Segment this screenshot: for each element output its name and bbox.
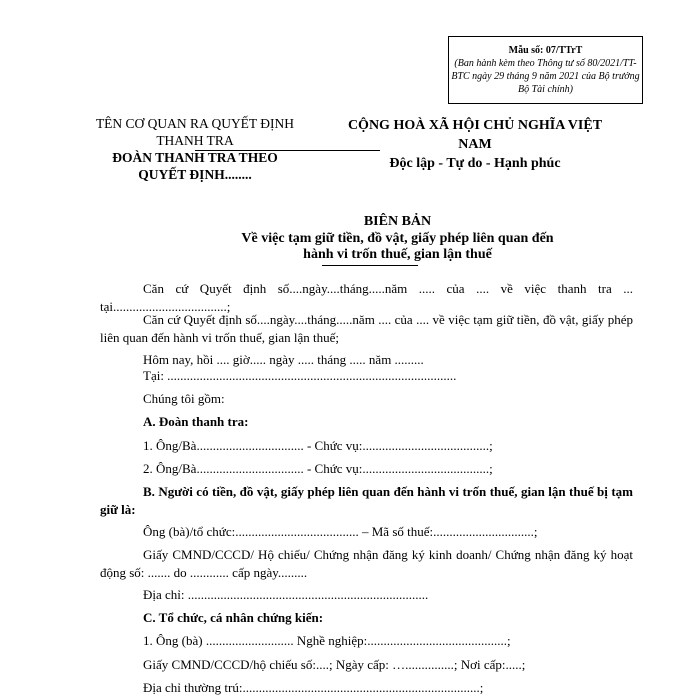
inspector-1-line: 1. Ông/Bà................................. - Chức vụ:.......................................;: [143, 438, 493, 453]
inspector-2-line: 2. Ông/Bà................................. - Chức vụ:.......................................;: [143, 461, 493, 476]
section-c-heading: C. Tổ chức, cá nhân chứng kiến:: [143, 610, 324, 625]
title-sub-2: hành vi trốn thuế, gian lận thuế: [303, 247, 492, 262]
witness-id-line: Giấy CMND/CCCD/hộ chiếu số:....; Ngày cấp: …...............; Nơi cấp:.....;: [143, 657, 526, 672]
form-code-box: [448, 36, 643, 104]
section-b-heading: B. Người có tiền, đồ vật, giấy phép liên quan đến hành vi trốn thuế, gian lận thuế bị tạm giữ là:: [100, 484, 633, 517]
nation-name: CỘNG HOÀ XÃ HỘI CHỦ NGHĨA VIỆT NAM: [347, 118, 603, 152]
location-line: Tại: .........................................................................................: [143, 368, 457, 383]
title-main: BIÊN BẢN: [363, 214, 432, 229]
issuing-agency: [95, 115, 295, 183]
national-header: [330, 116, 620, 173]
date-time-line: Hôm nay, hồi .... giờ..... ngày ..... tháng ..... năm .........: [143, 352, 424, 367]
inspection-team: ĐOÀN THANH TRA THEO QUYẾT ĐỊNH........: [112, 150, 278, 182]
holder-id-paragraph: Giấy CMND/CCCD/ Hộ chiếu/ Chứng nhận đăng ký kinh doanh/ Chứng nhận đăng ký hoạt động số: ....... do ............ cấp ngày.........: [100, 547, 633, 580]
agency-name: TÊN CƠ QUAN RA QUYẾT ĐỊNH THANH TRA: [95, 116, 295, 148]
witness-address-line: Địa chỉ thường trú:.........................................................................;: [143, 680, 484, 695]
nation-motto: Độc lập - Tự do - Hạnh phúc: [389, 156, 561, 171]
document-title: [100, 214, 695, 264]
title-underline: [322, 265, 418, 266]
holder-name-line: Ông (bà)/tổ chức:...................................... – Mã số thuế:...............................;: [143, 524, 538, 539]
section-a-heading: A. Đoàn thanh tra:: [143, 414, 249, 429]
form-issuance-note: (Ban hành kèm theo Thông tư số 80/2021/TT-BTC ngày 29 tháng 9 năm 2021 của Bộ trưởng Bộ Tài chính): [451, 58, 640, 95]
participants-intro: Chúng tôi gồm:: [143, 391, 225, 406]
witness-1-line: 1. Ông (bà) ........................... Nghề nghiệp:...........................................;: [143, 633, 511, 648]
basis-paragraph-2: Căn cứ Quyết định số....ngày....tháng.....năm .... của .... về việc tạm giữ tiền, đồ vật, giấy phép liên quan đến hành vi trốn thuế, gian lận thuế;: [100, 312, 633, 345]
basis-paragraph-1: Căn cứ Quyết định số....ngày....tháng.....năm ..... của .... về việc thanh tra ... tại...................................;: [100, 281, 633, 314]
title-sub-1: Về việc tạm giữ tiền, đồ vật, giấy phép liên quan đến: [241, 230, 554, 246]
form-code: Mẫu số: 07/TTrT: [508, 45, 583, 56]
holder-address-line: Địa chỉ: ..........................................................................: [143, 587, 429, 602]
